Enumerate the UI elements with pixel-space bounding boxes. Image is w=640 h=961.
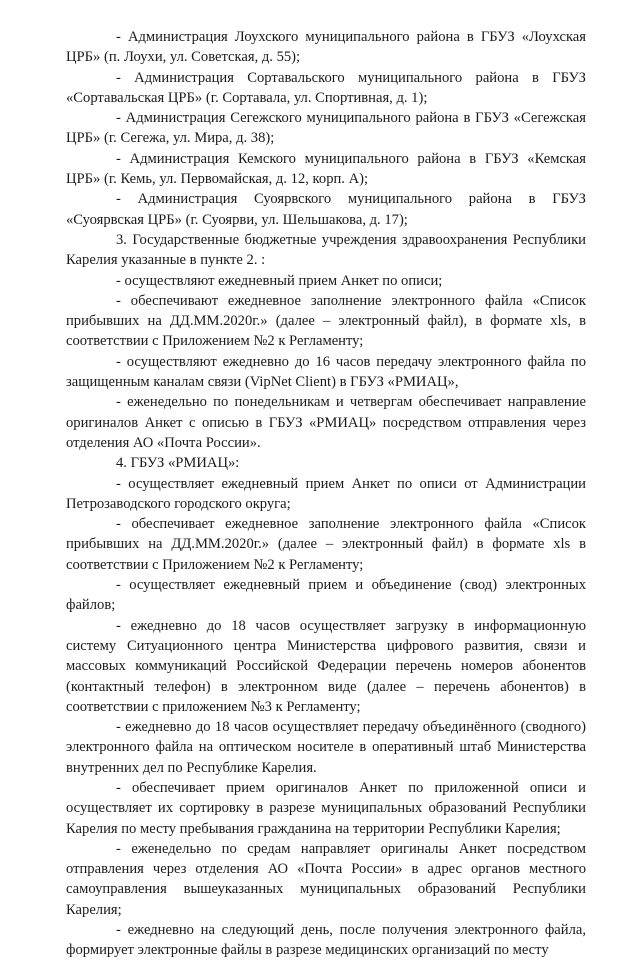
list-item-suoyarvi: - Администрация Суоярвского муниципального района в ГБУЗ «Суоярвская ЦРБ» (г. Суоярви, ул. Шельшакова, д. 17); [66, 191, 586, 228]
section-4-item-3: - осуществляет ежедневный прием и объединение (свод) электронных файлов; [66, 577, 586, 614]
section-4-item-5: - ежедневно до 18 часов осуществляет передачу объединённого (сводного) электронного файла на оптическом носителе в оперативный штаб Министерства внутренних дел по Республике Карелия. [66, 719, 586, 776]
section-4-item-6: - обеспечивает прием оригиналов Анкет по приложенной описи и осуществляет их сортировку в разрезе муниципальных образований Республики Карелия по месту пребывания гражданина на территории Республики Карелия; [66, 779, 586, 837]
list-item-sortavala: - Администрация Сортавальского муниципального района в ГБУЗ «Сортавальская ЦРБ» (г. Сортавала, ул. Спортивная, д. 1); [66, 69, 586, 106]
section-3-item-1: - осуществляют ежедневный прием Анкет по описи; [116, 272, 443, 289]
section-4-heading: 4. ГБУЗ «РМИАЦ»: [116, 455, 240, 472]
section-4-item-7: - еженедельно по средам направляет оригиналы Анкет посредством отправления через отделения АО «Почта России» в адрес органов местного самоуправления вышеуказанных муниципальных образований Республики Карелия; [66, 840, 586, 918]
document-page [66, 27, 586, 961]
section-3-heading: 3. Государственные бюджетные учреждения здравоохранения Республики Карелия указанные в пункте 2. : [66, 231, 586, 269]
section-3-item-3: - осуществляют ежедневно до 16 часов передачу электронного файла по защищенным каналам связи (VipNet Client) в ГБУЗ «РМИАЦ», [66, 353, 586, 391]
section-4-item-2: - обеспечивает ежедневное заполнение электронного файла «Список прибывших на ДД.ММ.2020г.» (далее – электронный файл) в формате xls в соответствии с Приложением №2 к Регламенту; [66, 516, 586, 573]
list-item-louhi: - Администрация Лоухского муниципального района в ГБУЗ «Лоухская ЦРБ» (п. Лоухи, ул. Советская, д. 55); [66, 29, 586, 66]
section-3-item-4: - еженедельно по понедельникам и четвергам обеспечивает направление оригиналов Анкет с описью в ГБУЗ «РМИАЦ» посредством отправления через отделения АО «Почта России». [66, 394, 586, 451]
section-4-item-8: - ежедневно на следующий день, после получения электронного файла, формирует электронные файлы в разрезе медицинских организаций по месту [66, 922, 586, 959]
list-item-kem: - Администрация Кемского муниципального района в ГБУЗ «Кемская ЦРБ» (г. Кемь, ул. Первомайская, д. 12, корп. А); [66, 150, 586, 188]
section-4-item-4: - ежедневно до 18 часов осуществляет загрузку в информационную систему Ситуационного центра Министерства цифрового развития, связи и массовых коммуникаций Российской Федерации перечень номеров абонентов (контактный телефон) в электронном виде (далее – перечень абонентов) в соответствии с приложением №3 к Регламенту; [66, 617, 586, 715]
section-4-item-1: - осуществляет ежедневный прием Анкет по описи от Администрации Петрозаводского городского округа; [66, 475, 586, 512]
section-3-item-2: - обеспечивают ежедневное заполнение электронного файла «Список прибывших на ДД.ММ.2020г.» (далее – электронный файл), в формате xls, в соответствии с Приложением №2 к Регламенту; [66, 292, 586, 350]
list-item-segezha: - Администрация Сегежского муниципального района в ГБУЗ «Сегежская ЦРБ» (г. Сегежа, ул. Мира, д. 38); [66, 110, 586, 147]
